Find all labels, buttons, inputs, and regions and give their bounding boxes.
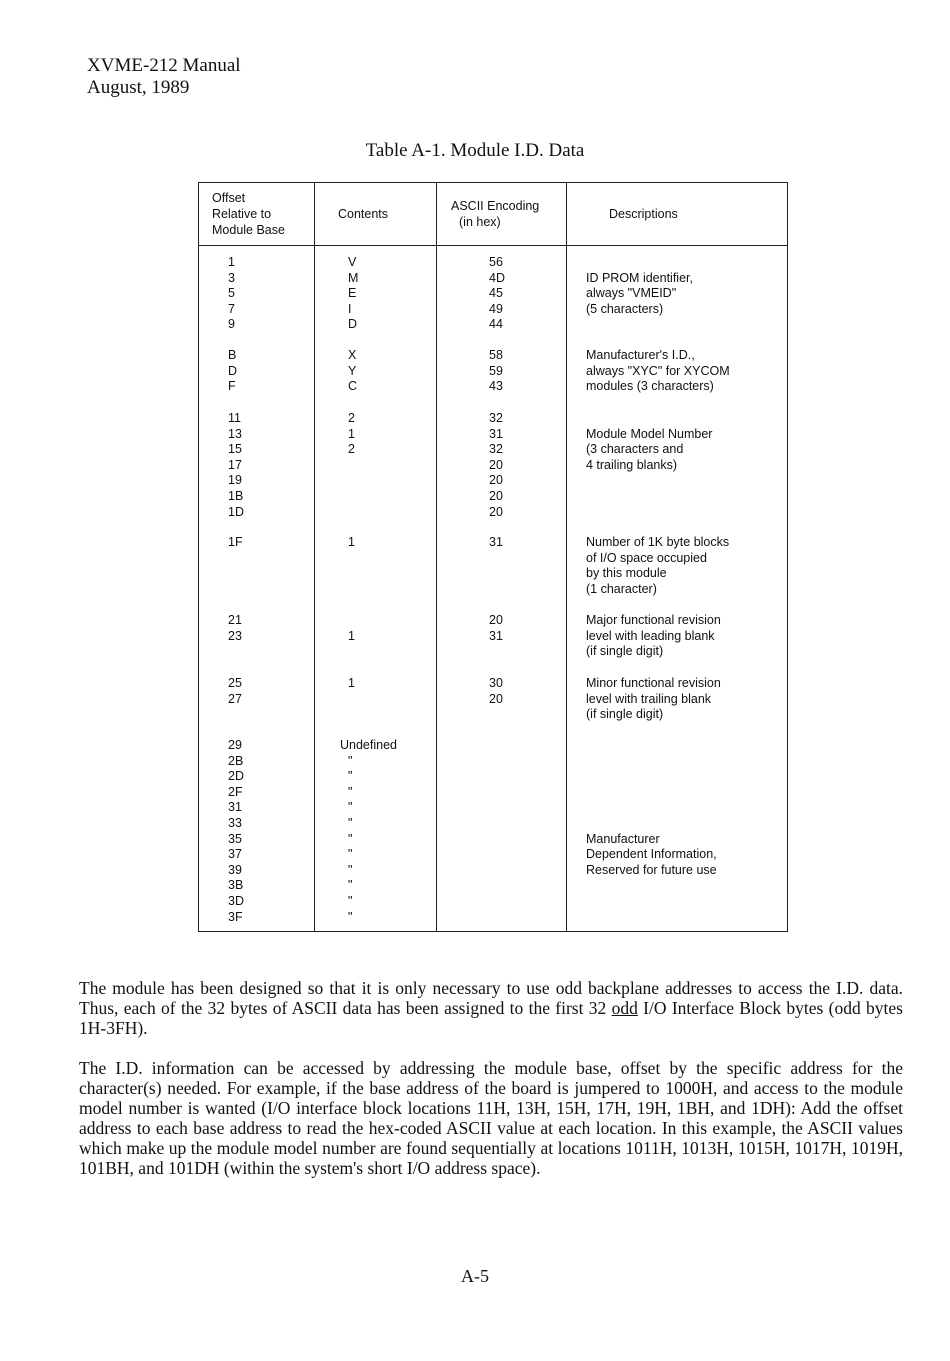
ascii-cell: 32 bbox=[489, 411, 503, 425]
paragraph-1-text-end: I/O Interface Block bytes (odd bytes 1H-3FH). bbox=[79, 998, 903, 1038]
ascii-column bbox=[489, 255, 505, 333]
contents-cell bbox=[340, 505, 400, 521]
description-cell: modules (3 characters) bbox=[586, 379, 714, 394]
ascii-column bbox=[489, 411, 503, 520]
description-cell: level with trailing blank bbox=[586, 691, 712, 706]
offset-cell: 11 bbox=[228, 411, 241, 425]
paragraph-1-underlined: odd bbox=[611, 998, 638, 1018]
contents-cell bbox=[340, 489, 400, 505]
contents-cell: 1 bbox=[348, 426, 355, 441]
description-cell: of I/O space occupied bbox=[586, 550, 707, 565]
contents-column bbox=[340, 738, 400, 925]
ascii-cell: 56 bbox=[489, 255, 503, 269]
description-cell: (5 characters) bbox=[586, 301, 664, 316]
header-contents: Contents bbox=[338, 207, 389, 221]
offset-cell: 1F bbox=[228, 535, 243, 549]
ascii-cell: 30 bbox=[489, 676, 503, 690]
ascii-column bbox=[489, 676, 503, 707]
manual-date: August, 1989 bbox=[87, 77, 190, 98]
header-offset-line: Offset bbox=[212, 191, 246, 205]
description-cell: always "VMEID" bbox=[586, 286, 677, 301]
description-cell: (1 character) bbox=[586, 581, 657, 596]
module-id-table bbox=[198, 182, 788, 932]
ascii-cell: 45 bbox=[489, 286, 503, 301]
contents-cell: " bbox=[348, 815, 353, 830]
offset-column bbox=[228, 676, 242, 707]
description-cell bbox=[586, 255, 693, 271]
document-header bbox=[87, 55, 241, 99]
contents-cell: " bbox=[348, 893, 353, 908]
manual-title: XVME-212 Manual bbox=[87, 55, 241, 76]
column-divider bbox=[436, 183, 437, 931]
contents-cell: V bbox=[348, 255, 357, 269]
offset-cell: 1B bbox=[228, 488, 244, 503]
offset-column bbox=[228, 535, 243, 551]
ascii-cell: 43 bbox=[489, 379, 503, 394]
description-column bbox=[586, 255, 693, 317]
offset-cell: 2D bbox=[228, 769, 244, 784]
contents-cell: " bbox=[348, 784, 353, 799]
contents-column bbox=[340, 411, 400, 520]
description-cell: by this module bbox=[586, 566, 667, 581]
header-ascii bbox=[451, 183, 539, 245]
ascii-cell: 44 bbox=[489, 317, 503, 332]
description-cell: (if single digit) bbox=[586, 644, 664, 659]
contents-cell bbox=[340, 473, 400, 489]
ascii-cell: 31 bbox=[489, 535, 503, 549]
description-cell: Minor functional revision bbox=[586, 676, 721, 690]
description-cell bbox=[586, 738, 717, 754]
contents-cell bbox=[340, 458, 400, 474]
contents-cell: X bbox=[348, 348, 357, 362]
contents-cell: Undefined bbox=[340, 738, 397, 752]
ascii-cell: 20 bbox=[489, 504, 503, 519]
contents-cell: " bbox=[348, 909, 353, 924]
contents-cell: " bbox=[348, 862, 353, 877]
description-cell bbox=[586, 754, 717, 770]
ascii-cell: 20 bbox=[489, 473, 503, 488]
table-title: Table A-1. Module I.D. Data bbox=[365, 140, 585, 161]
offset-cell: 13 bbox=[228, 426, 242, 441]
offset-cell: 5 bbox=[228, 286, 235, 301]
description-cell: Manufacturer's I.D., bbox=[586, 348, 695, 362]
ascii-cell: 59 bbox=[489, 363, 503, 378]
offset-cell: 17 bbox=[228, 457, 242, 472]
contents-cell: " bbox=[348, 847, 353, 862]
offset-cell: 1 bbox=[228, 255, 235, 269]
header-offset-line: Relative to bbox=[212, 207, 272, 221]
contents-cell: 2 bbox=[348, 442, 355, 457]
offset-column bbox=[228, 411, 244, 520]
contents-cell bbox=[340, 692, 400, 708]
description-column bbox=[586, 613, 721, 660]
contents-column bbox=[340, 535, 400, 551]
contents-cell: " bbox=[348, 800, 353, 815]
description-column bbox=[586, 535, 729, 597]
contents-cell: I bbox=[348, 301, 352, 316]
offset-column bbox=[228, 348, 237, 395]
header-ascii-line: ASCII Encoding bbox=[451, 199, 540, 213]
header-divider bbox=[199, 245, 787, 246]
header-offset-line: Module Base bbox=[212, 223, 285, 237]
description-cell bbox=[586, 816, 717, 832]
description-cell: Module Model Number bbox=[586, 426, 713, 441]
offset-cell: 2F bbox=[228, 784, 243, 799]
description-cell bbox=[586, 800, 717, 816]
header-ascii-line: (in hex) bbox=[459, 215, 501, 229]
description-column bbox=[586, 348, 730, 395]
ascii-cell: 20 bbox=[489, 488, 503, 503]
contents-cell: 1 bbox=[348, 535, 355, 549]
description-cell: Reserved for future use bbox=[586, 862, 717, 877]
ascii-cell: 20 bbox=[489, 457, 503, 472]
paragraph-1 bbox=[79, 978, 903, 1038]
offset-cell: 2B bbox=[228, 753, 244, 768]
offset-cell: 25 bbox=[228, 676, 242, 690]
description-cell bbox=[586, 785, 717, 801]
description-cell bbox=[586, 411, 712, 427]
description-cell bbox=[586, 769, 717, 785]
description-cell: Dependent Information, bbox=[586, 847, 717, 862]
contents-cell: " bbox=[348, 831, 353, 846]
offset-cell: 1D bbox=[228, 504, 244, 519]
column-divider bbox=[314, 183, 315, 931]
contents-cell bbox=[340, 613, 400, 629]
offset-cell: 3F bbox=[228, 909, 243, 924]
page-number: A-5 bbox=[461, 1266, 489, 1286]
ascii-cell: 31 bbox=[489, 426, 503, 441]
description-column bbox=[586, 411, 712, 473]
ascii-column bbox=[489, 348, 503, 395]
offset-cell: B bbox=[228, 348, 237, 362]
contents-column bbox=[340, 613, 400, 644]
ascii-cell: 49 bbox=[489, 301, 503, 316]
column-divider bbox=[566, 183, 567, 931]
contents-cell: M bbox=[348, 270, 359, 285]
offset-cell: 15 bbox=[228, 442, 242, 457]
ascii-cell: 58 bbox=[489, 348, 503, 362]
offset-cell: F bbox=[228, 379, 236, 394]
offset-cell: 21 bbox=[228, 613, 242, 627]
offset-cell: 39 bbox=[228, 862, 242, 877]
contents-cell: D bbox=[348, 317, 358, 332]
description-cell: always "XYC" for XYCOM bbox=[586, 363, 730, 378]
ascii-column bbox=[489, 535, 503, 551]
description-column bbox=[586, 738, 717, 878]
offset-cell: D bbox=[228, 363, 238, 378]
description-cell: ID PROM identifier, bbox=[586, 270, 693, 285]
description-cell: 4 trailing blanks) bbox=[586, 457, 678, 472]
offset-cell: 31 bbox=[228, 800, 242, 815]
contents-cell: " bbox=[348, 878, 353, 893]
description-cell: level with leading blank bbox=[586, 628, 715, 643]
contents-cell: C bbox=[348, 379, 358, 394]
offset-cell: 19 bbox=[228, 473, 242, 488]
offset-cell: 37 bbox=[228, 847, 242, 862]
offset-column bbox=[228, 738, 244, 925]
description-cell: Manufacturer bbox=[586, 831, 660, 846]
ascii-cell: 20 bbox=[489, 691, 503, 706]
contents-column bbox=[340, 255, 400, 333]
ascii-column bbox=[489, 613, 503, 644]
contents-cell: E bbox=[348, 286, 357, 301]
contents-cell: " bbox=[348, 753, 353, 768]
contents-column bbox=[340, 348, 400, 395]
offset-cell: 33 bbox=[228, 815, 242, 830]
offset-cell: 3 bbox=[228, 270, 235, 285]
offset-cell: 35 bbox=[228, 831, 242, 846]
description-column bbox=[586, 676, 721, 723]
paragraph-1-text: The module has been designed so that it is only necessary to use odd backplane addresses to access the I.D. data. Thus, each of the 32 bytes of ASCII data has been assigned to the first 32 bbox=[79, 978, 903, 1018]
contents-column bbox=[340, 676, 400, 707]
offset-cell: 3D bbox=[228, 893, 244, 908]
description-cell: Major functional revision bbox=[586, 613, 721, 627]
contents-cell: 1 bbox=[348, 628, 355, 643]
offset-cell: 9 bbox=[228, 317, 235, 332]
offset-column bbox=[228, 255, 235, 333]
offset-cell: 23 bbox=[228, 628, 242, 643]
description-cell: (3 characters and bbox=[586, 442, 684, 457]
description-cell: (if single digit) bbox=[586, 707, 664, 722]
offset-cell: 7 bbox=[228, 301, 235, 316]
ascii-cell: 4D bbox=[489, 270, 505, 285]
contents-cell: Y bbox=[348, 363, 357, 378]
ascii-cell: 32 bbox=[489, 442, 503, 457]
ascii-cell: 31 bbox=[489, 628, 503, 643]
header-offset bbox=[212, 183, 285, 245]
contents-cell: 1 bbox=[348, 676, 355, 690]
offset-cell: 3B bbox=[228, 878, 244, 893]
contents-cell: " bbox=[348, 769, 353, 784]
paragraph-2: The I.D. information can be accessed by addressing the module base, offset by the specific address for the character(s) needed. For example, if the base address of the board is jumpered to 1000H, and access to the module model number is wanted (I/O interface block locations 11H, 13H, 15H, 17H, 19H, 1BH, and 1DH): Add the offset address to each base address to read the hex-coded ASCII value at each location. In this example, the ASCII values which make up the module model number are found sequentially at locations 1011H, 1013H, 1015H, 1017H, 1019H, 101BH, and 101DH (within the system's short I/O address space). bbox=[79, 1058, 903, 1178]
header-descriptions: Descriptions bbox=[609, 207, 678, 221]
offset-column bbox=[228, 613, 242, 644]
description-cell: Number of 1K byte blocks bbox=[586, 535, 730, 549]
offset-cell: 27 bbox=[228, 691, 242, 706]
offset-cell: 29 bbox=[228, 738, 242, 752]
ascii-cell: 20 bbox=[489, 613, 503, 627]
contents-cell: 2 bbox=[348, 411, 355, 425]
